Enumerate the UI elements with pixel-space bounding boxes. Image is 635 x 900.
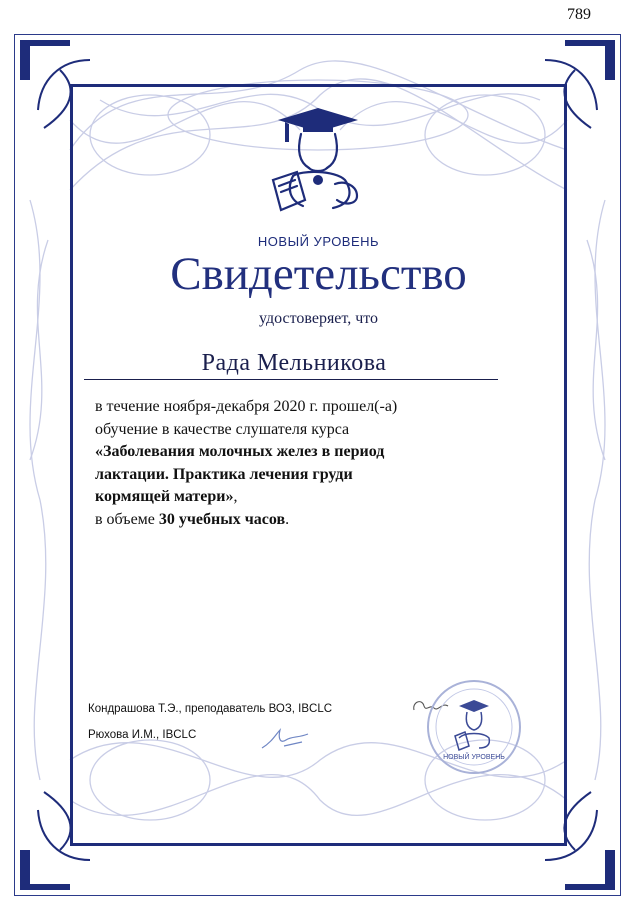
- stamp-text: НОВЫЙ УРОВЕНЬ: [443, 754, 505, 761]
- hours-prefix: в объеме: [95, 510, 159, 528]
- certificate-body: [95, 396, 475, 531]
- organization-stamp: [425, 678, 523, 776]
- course-title-line-2: лактации. Практика лечения груди: [95, 465, 353, 483]
- course-title-comma: ,: [233, 488, 238, 505]
- hours-value: 30 учебных часов: [158, 510, 286, 528]
- recipient-underline: [84, 379, 498, 380]
- signer-1: Кондрашова Т.Э., преподаватель ВОЗ, IBCLC: [88, 703, 333, 715]
- page-number: 789: [567, 6, 591, 23]
- recipient-name: Рада Мельникова: [201, 350, 387, 376]
- body-line-2: обучение в качестве слушателя курса: [95, 420, 350, 438]
- certificate-title: Свидетельство: [170, 248, 467, 300]
- hours-line: [95, 509, 475, 532]
- organization-name: НОВЫЙ УРОВЕНЬ: [257, 234, 380, 249]
- graduate-mother-logo: [263, 100, 373, 220]
- signature-2: [258, 724, 318, 754]
- course-title-line-1: «Заболевания молочных желез в период: [95, 443, 385, 460]
- course-title-line-3: кормящей матери»: [95, 488, 234, 505]
- hours-suffix: .: [285, 510, 290, 528]
- course-title-line-3-wrap: [95, 486, 475, 509]
- body-line-1: в течение ноября-декабря 2020 г. прошел(-а): [95, 398, 398, 415]
- signer-2: Рюхова И.М., IBCLC: [88, 729, 197, 741]
- certificate-content: [70, 84, 567, 846]
- certifies-text: удостоверяет, что: [258, 310, 379, 327]
